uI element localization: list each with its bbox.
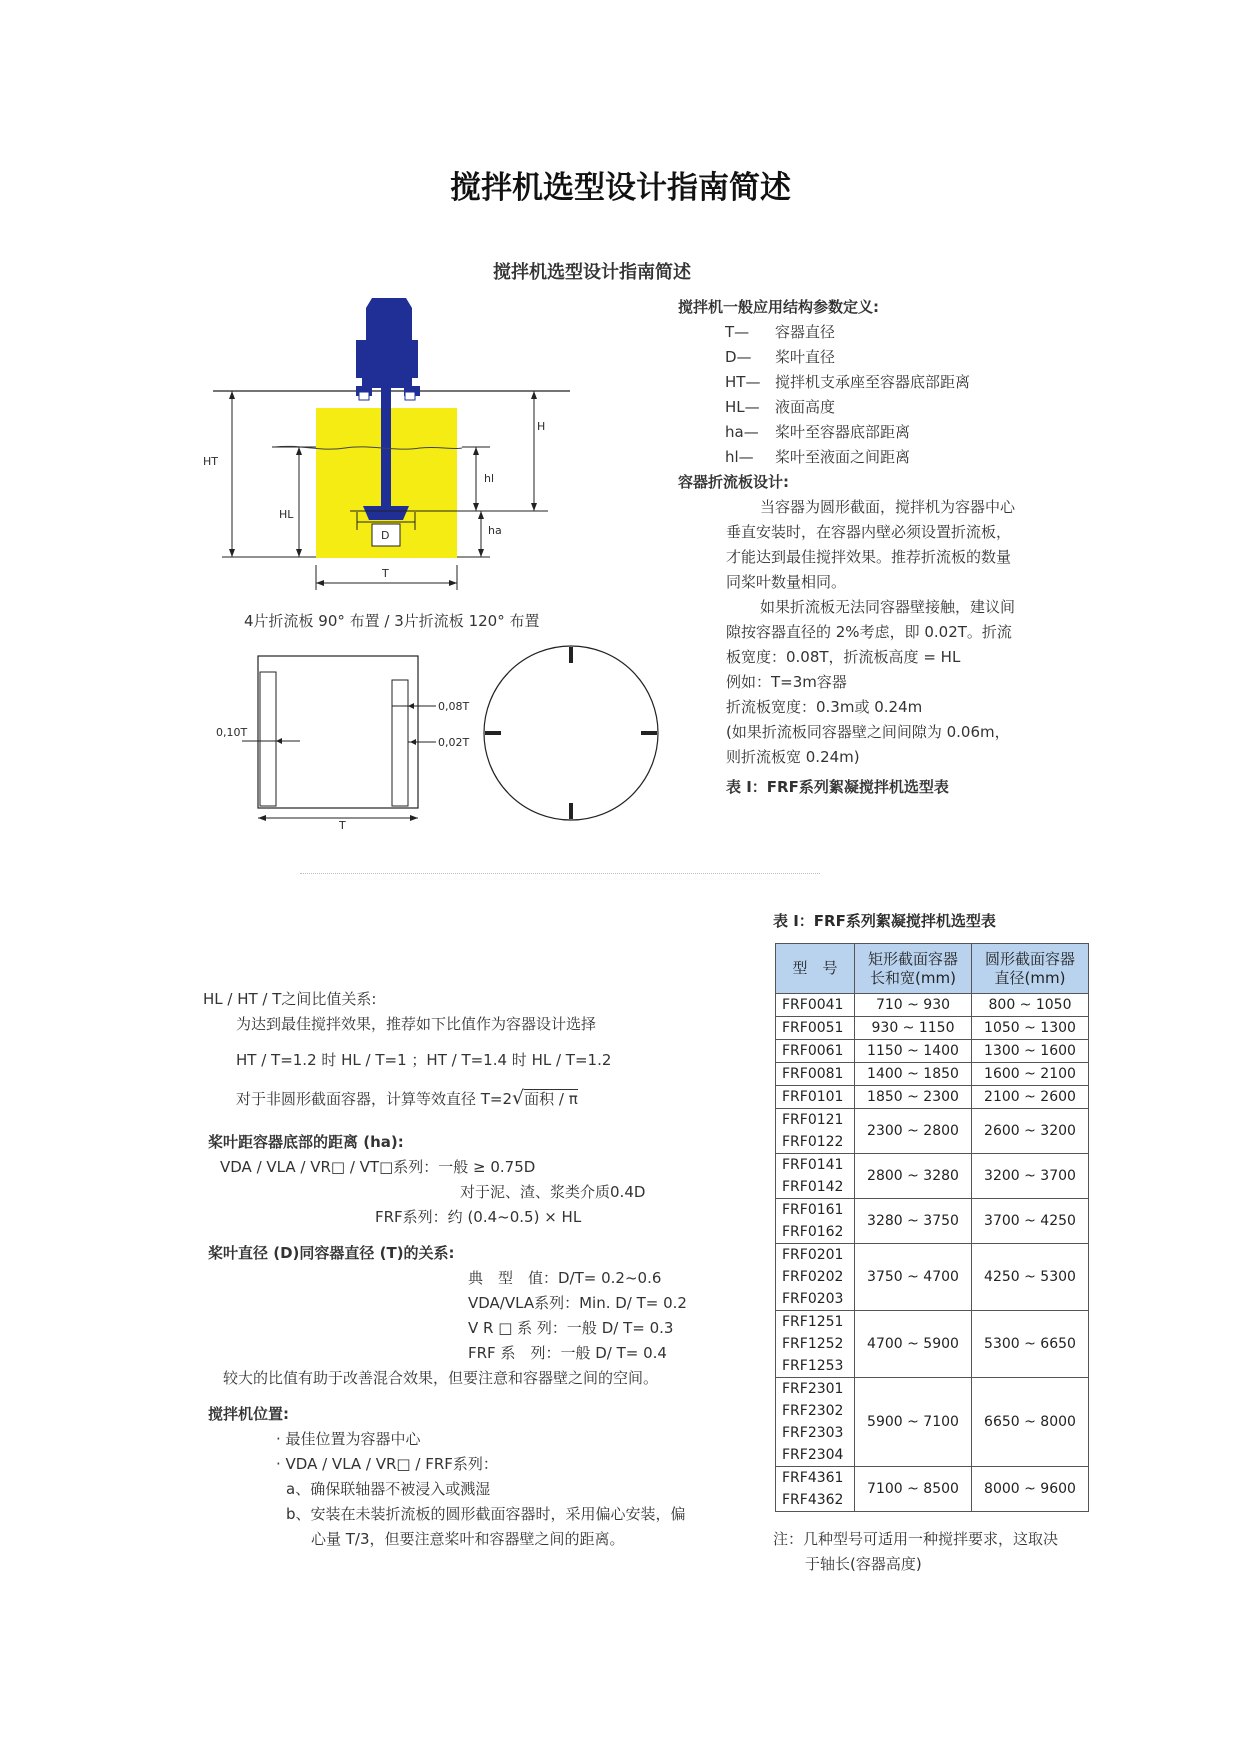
round-range-cell: 800 ~ 1050 (972, 994, 1089, 1017)
model-cell: FRF0142 (776, 1176, 855, 1199)
model-cell: FRF0202 (776, 1266, 855, 1288)
round-range-cell: 2100 ~ 2600 (972, 1086, 1089, 1109)
label-008T: 0,08T (438, 700, 470, 713)
model-cell: FRF0061 (776, 1040, 855, 1063)
ha-heading: 桨叶距容器底部的距离 (ha): (208, 1133, 404, 1151)
table-row (776, 1467, 1089, 1490)
round-range-cell: 1600 ~ 2100 (972, 1063, 1089, 1086)
figure-title: 搅拌机选型设计指南简述 (493, 262, 691, 283)
table-row (776, 1199, 1089, 1222)
baffle-caption: 4片折流板 90° 布置 / 3片折流板 120° 布置 (244, 612, 540, 630)
table-row (776, 994, 1089, 1017)
rect-range-cell: 7100 ~ 8500 (855, 1467, 972, 1512)
round-range-cell: 8000 ~ 9600 (972, 1467, 1089, 1512)
definition-item: D— 桨叶直径 (725, 348, 836, 366)
round-range-cell: 4250 ~ 5300 (972, 1244, 1089, 1311)
round-range-cell: 1050 ~ 1300 (972, 1017, 1089, 1040)
page-title: 搅拌机选型设计指南简述 (450, 170, 791, 206)
header-round: 圆形截面容器 直径(mm) (972, 944, 1089, 994)
round-range-cell: 1300 ~ 1600 (972, 1040, 1089, 1063)
ha-block: 桨叶距容器底部的距离 (ha): VDA / VLA / VR□ / VT□系列：一般 ≥ 0.75D 对于泥、渣、浆类介质0.4D FRF系列：约 (0.4~0.5) × HL (208, 1130, 645, 1230)
model-cell: FRF1253 (776, 1355, 855, 1378)
model-cell: FRF0041 (776, 994, 855, 1017)
table-note-1: 注：几种型号可适用一种搅拌要求，这取决 (773, 1530, 1059, 1548)
rect-range-cell: 1150 ~ 1400 (855, 1040, 972, 1063)
dt-heading: 桨叶直径 (D)同容器直径 (T)的关系: (208, 1244, 455, 1262)
scan-artifact (300, 873, 820, 874)
model-cell: FRF2301 (776, 1378, 855, 1401)
label-H: H (537, 420, 546, 433)
label-hl: hl (484, 472, 495, 485)
definition-item: HT— 搅拌机支承座至容器底部距离 (725, 373, 971, 391)
model-cell: FRF0141 (776, 1154, 855, 1177)
rect-range-cell: 3750 ~ 4700 (855, 1244, 972, 1311)
label-HT: HT (203, 455, 218, 468)
square-tank (258, 656, 418, 808)
rect-range-cell: 2800 ~ 3280 (855, 1154, 972, 1199)
table-row (776, 1063, 1089, 1086)
round-range-cell: 3200 ~ 3700 (972, 1154, 1089, 1199)
baffle-design-heading: 容器折流板设计: (678, 473, 789, 491)
header-model: 型 号 (776, 944, 855, 994)
model-cell: FRF0122 (776, 1131, 855, 1154)
table-row (776, 1086, 1089, 1109)
rect-range-cell: 3280 ~ 3750 (855, 1199, 972, 1244)
round-range-cell: 6650 ~ 8000 (972, 1378, 1089, 1467)
label-002T: 0,02T (438, 736, 470, 749)
baffle-left (260, 672, 276, 806)
position-heading: 搅拌机位置: (208, 1405, 289, 1423)
definition-item: HL— 液面高度 (725, 398, 836, 416)
table-row (776, 1040, 1089, 1063)
selection-table (775, 943, 1089, 1512)
table-note-2: 于轴长(容器高度) (805, 1555, 922, 1573)
definitions-block: 搅拌机一般应用结构参数定义: T— 容器直径 D— 桨叶直径 HT— 搅拌机支承座至容器底部距离 HL— 液面高度 ha— 桨叶至容器底部距离 hl— 桨叶至液面之间距离 容器折流板设计: 当容器为圆形截面，搅拌机为容器中心 垂直安装时，在容器内壁必须设置折流板， 才能达到最佳搅拌效果。推荐折流板的数量 同桨叶数量相同。 如果折流板无法同容器壁接触，建议间 隙按容器直径的 2%考虑，即 0.02T。折流 板宽度：0.08T，折流板高度 = HL 例如：T=3m容器 折流板宽度：0.3m或 0.24m (如果折流板同容器壁之间间隙为 0.06m， 则折流板宽 0.24m) 表 I：FRF系列絮凝搅拌机选型表 (678, 295, 1015, 800)
table-row (776, 1154, 1089, 1177)
model-cell: FRF2302 (776, 1400, 855, 1422)
rect-range-cell: 5900 ~ 7100 (855, 1378, 972, 1467)
rect-range-cell: 1850 ~ 2300 (855, 1086, 972, 1109)
model-cell: FRF2303 (776, 1422, 855, 1444)
round-tank (484, 646, 658, 820)
label-HL: HL (279, 508, 294, 521)
table-row (776, 1311, 1089, 1334)
model-cell: FRF0101 (776, 1086, 855, 1109)
model-cell: FRF1251 (776, 1311, 855, 1334)
definition-item: hl— 桨叶至液面之间距离 (725, 448, 911, 466)
rect-range-cell: 1400 ~ 1850 (855, 1063, 972, 1086)
table-row (776, 1378, 1089, 1401)
header-rect: 矩形截面容器 长和宽(mm) (855, 944, 972, 994)
shaft (381, 388, 391, 510)
model-cell: FRF4361 (776, 1467, 855, 1490)
model-cell: FRF0201 (776, 1244, 855, 1267)
model-cell: FRF1252 (776, 1333, 855, 1355)
table-reference: 表 I：FRF系列絮凝搅拌机选型表 (726, 778, 949, 796)
table-row (776, 1017, 1089, 1040)
definition-item: ha— 桨叶至容器底部距离 (725, 423, 911, 441)
rect-range-cell: 2300 ~ 2800 (855, 1109, 972, 1154)
label-D: D (381, 529, 390, 542)
label-square-T: T (339, 819, 346, 832)
baffle-diagram (210, 645, 660, 825)
model-cell: FRF0203 (776, 1288, 855, 1311)
impeller (363, 506, 409, 520)
round-range-cell: 2600 ~ 3200 (972, 1109, 1089, 1154)
definition-item: T— 容器直径 (725, 323, 836, 341)
model-cell: FRF0121 (776, 1109, 855, 1132)
ratio-heading: HL / HT / T之间比值关系: (203, 990, 377, 1008)
model-cell: FRF0162 (776, 1221, 855, 1244)
definitions-heading: 搅拌机一般应用结构参数定义: (678, 298, 879, 316)
baffle-right (392, 680, 408, 806)
round-range-cell: 5300 ~ 6650 (972, 1311, 1089, 1378)
round-range-cell: 3700 ~ 4250 (972, 1199, 1089, 1244)
rect-range-cell: 710 ~ 930 (855, 994, 972, 1017)
dt-block: 桨叶直径 (D)同容器直径 (T)的关系: 典 型 值：D/T= 0.2~0.6 VDA/VLA系列：Min. D/ T= 0.2 V R □ 系 列：一般 D/ T= 0.3 FRF 系 列：一般 D/ T= 0.4 较大的比值有助于改善混合效果，但要注意和容器壁之间的空间。 (208, 1241, 687, 1391)
table-row (776, 1109, 1089, 1132)
label-ha: ha (488, 524, 502, 537)
motor-icon (356, 298, 420, 396)
rect-range-cell: 4700 ~ 5900 (855, 1311, 972, 1378)
label-T: T (382, 567, 389, 580)
position-block: 搅拌机位置: · 最佳位置为容器中心 · VDA / VLA / VR□ / FRF系列： a、确保联轴器不被浸入或溅湿 b、安装在未装折流板的圆形截面容器时，采用偏心安装，偏 心量 T/3，但要注意桨叶和容器壁之间的距离。 (208, 1402, 686, 1552)
model-cell: FRF0081 (776, 1063, 855, 1086)
ratio-block: HL / HT / T之间比值关系: 为达到最佳搅拌效果，推荐如下比值作为容器设计选择 HT / T=1.2 时 HL / T=1 ；HT / T=1.4 时 HL / T=1.2 对于非圆形截面容器，计算等效直径 T=2√面积 / π (203, 987, 611, 1112)
rect-range-cell: 930 ~ 1150 (855, 1017, 972, 1040)
model-cell: FRF2304 (776, 1444, 855, 1467)
label-010T: 0,10T (216, 726, 248, 739)
model-cell: FRF0051 (776, 1017, 855, 1040)
model-cell: FRF4362 (776, 1489, 855, 1512)
table-caption: 表 I：FRF系列絮凝搅拌机选型表 (773, 912, 996, 930)
model-cell: FRF0161 (776, 1199, 855, 1222)
tank-diagram (195, 290, 595, 600)
table-row (776, 1244, 1089, 1267)
